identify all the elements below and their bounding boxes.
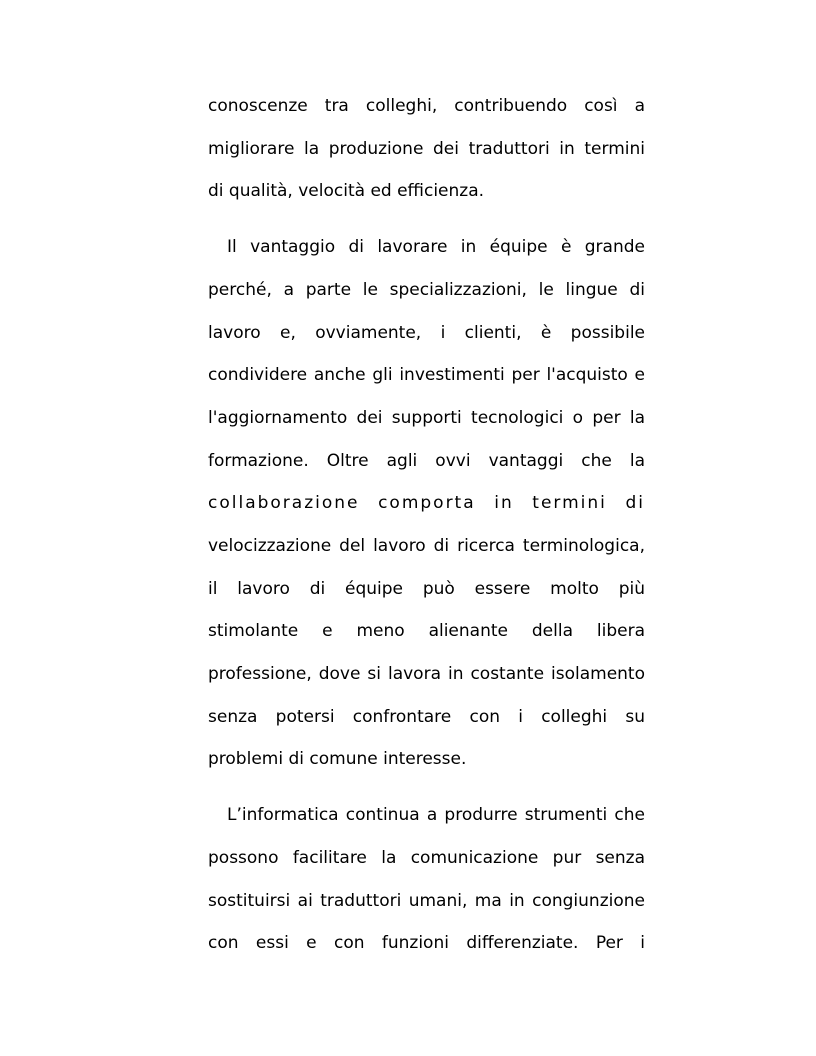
text-line: collaborazione comporta in termini di xyxy=(208,493,645,513)
text-line: migliorare la produzione dei traduttori in termini xyxy=(208,139,645,159)
text-line: problemi di comune interesse. xyxy=(208,749,467,769)
text-line: lavoro e, ovviamente, i clienti, è possibile xyxy=(208,323,645,343)
text-line: condividere anche gli investimenti per l'acquisto e xyxy=(208,365,645,385)
text-line: stimolante e meno alienante della libera xyxy=(208,621,645,641)
text-line: conoscenze tra colleghi, contribuendo così a xyxy=(208,96,645,116)
text-line: il lavoro di équipe può essere molto più xyxy=(208,579,645,599)
text-line: di qualità, velocità ed efficienza. xyxy=(208,181,485,201)
text-line: Il vantaggio di lavorare in équipe è grande xyxy=(227,237,645,257)
text-line: L’informatica continua a produrre strumenti che xyxy=(227,805,645,825)
text-line: velocizzazione del lavoro di ricerca terminologica, xyxy=(208,536,645,556)
text-line: con essi e con funzioni differenziate. Per i xyxy=(208,933,645,953)
text-line: possono facilitare la comunicazione pur senza xyxy=(208,848,645,868)
text-line: formazione. Oltre agli ovvi vantaggi che la xyxy=(208,451,645,471)
text-line: professione, dove si lavora in costante isolamento xyxy=(208,664,645,684)
text-line: l'aggiornamento dei supporti tecnologici o per la xyxy=(208,408,645,428)
text-line: perché, a parte le specializzazioni, le lingue di xyxy=(208,280,645,300)
text-line: senza potersi confrontare con i colleghi su xyxy=(208,707,645,727)
text-line: sostituirsi ai traduttori umani, ma in congiunzione xyxy=(208,891,645,911)
